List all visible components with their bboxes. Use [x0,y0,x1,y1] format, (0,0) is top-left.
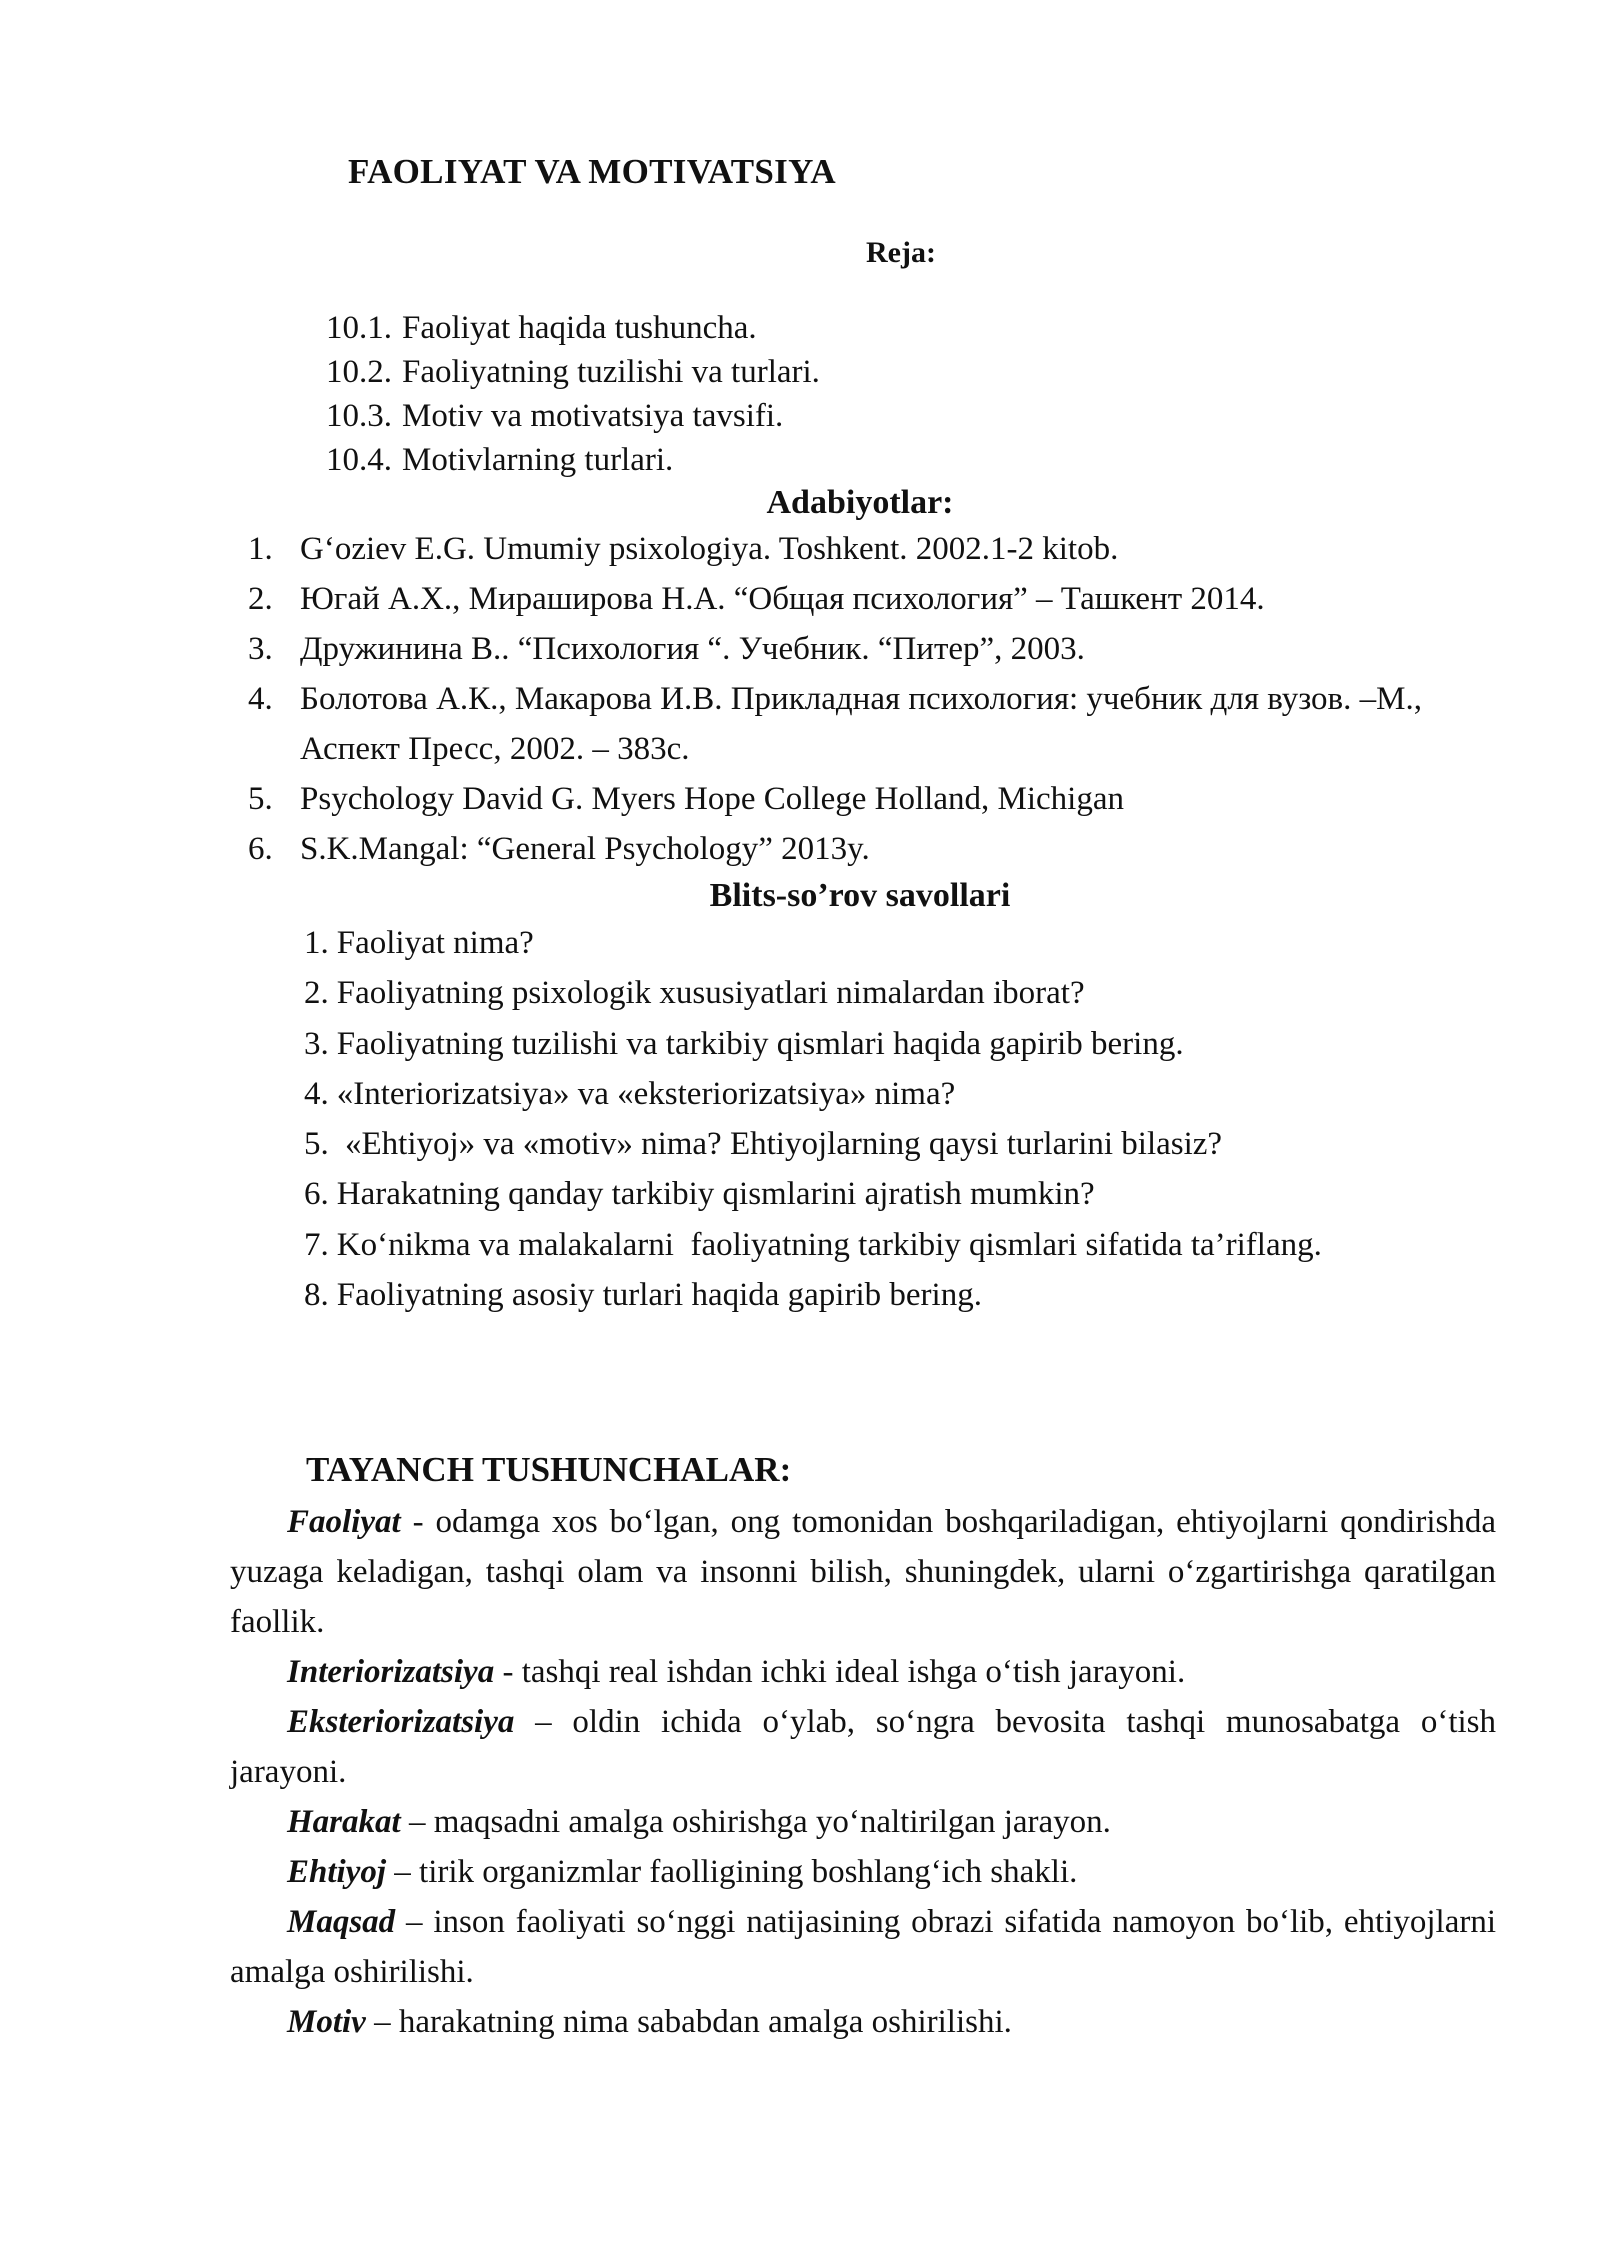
definition-term: Eksteriorizatsiya [287,1704,515,1740]
questions-heading: Blits-so’rov savollari [709,877,1011,914]
question-item: 5. «Ehtiyoj» va «motiv» nima? Ehtiyojlarning qaysi turlarini bilasiz? [304,1126,1223,1163]
definition-term: Ehtiyoj [287,1854,387,1890]
reference-item: 2. Югай А.Х., Мирашировa Н.А. “Общая психология” – Ташкент 2014. [248,581,1265,617]
definition-text: - tashqi real ishdan ichki ideal ishga o‘tish jarayoni. [494,1654,1186,1690]
references-list [248,524,1518,874]
reference-item: 1. G‘oziev E.G. Umumiy psixologiya. Toshkent. 2002.1-2 kitob. [248,531,1119,567]
reference-item: 3. Дружинина В.. “Психология “. Учебник. “Питер”, 2003. [248,631,1085,667]
definition-paragraph [230,1497,1496,1647]
definition-text: – harakatning nima sababdan amalga oshirilishi. [365,2004,1012,2040]
document-title: FAOLIYAT VA MOTIVATSIYA [348,152,837,191]
definition-paragraph [230,1847,1496,1897]
definition-paragraph [230,1797,1496,1847]
reference-item: 4. Болотова А.К., Макарова И.В. Прикладная психология: учебник для вузов. –М., Аспект Пресс, 2002. – 383с. [248,681,1422,767]
definition-term: Maqsad [287,1904,396,1940]
question-item: 7. Ko‘nikma va malakalarni faoliyatning tarkibiy qismlari sifatida ta’riflang. [304,1226,1322,1263]
definition-paragraph [230,1997,1496,2047]
plan-item: 10.2. Faoliyatning tuzilishi va turlari. [326,354,820,390]
definition-term: Motiv [287,2004,366,2040]
questions-list [304,918,1322,1320]
definition-paragraph [230,1647,1496,1697]
reference-item: 6. S.K.Mangal: “General Psychology” 2013y. [248,831,870,867]
definition-paragraph [230,1897,1496,1997]
definition-text: – maqsadni amalga oshirishga yo‘naltirilgan jarayon. [400,1804,1111,1840]
question-item: 2. Faoliyatning psixologik xususiyatlari nimalardan iborat? [304,975,1085,1012]
definition-term: Faoliyat [287,1504,401,1540]
question-item: 1. Faoliyat nima? [304,925,534,961]
key-concepts-heading: TAYANCH TUSHUNCHALAR: [306,1450,792,1489]
question-item: 4. «Interiorizatsiya» va «eksteriorizatsiya» nima? [304,1075,956,1112]
references-heading: Adabiyotlar: [766,484,954,521]
definition-term: Interiorizatsiya [287,1654,495,1690]
definitions-block [230,1497,1496,2047]
definition-term: Harakat [287,1804,401,1840]
definition-text: – tirik organizmlar faolligining boshlang‘ich shakli. [386,1854,1078,1890]
question-item: 6. Harakatning qanday tarkibiy qismlarini ajratish mumkin? [304,1176,1095,1213]
question-item: 3. Faoliyatning tuzilishi va tarkibiy qismlari haqida gapirib bering. [304,1025,1184,1062]
plan-item: 10.1. Faoliyat haqida tushuncha. [326,310,757,346]
definition-text: - odamga xos bo‘lgan, ong tomonidan boshqariladigan, ehtiyojlarni qondirishda yuzaga keladigan, tashqi olam va insonni bilish, shuningdek, ularni o‘zgartirishga qaratilgan faollik. [230,1504,1496,1640]
definition-text: – inson faoliyati so‘nggi natijasining obrazi sifatida namoyon bo‘lib, ehtiyojlarni amalga oshirilishi. [230,1904,1496,1990]
plan-list [326,306,820,482]
plan-item: 10.3. Motiv va motivatsiya tavsifi. [326,398,784,434]
question-item: 8. Faoliyatning asosiy turlari haqida gapirib bering. [304,1277,982,1314]
definition-paragraph [230,1697,1496,1797]
reference-item: 5. Psychology David G. Myers Hope College Holland, Michigan [248,781,1124,817]
definition-text: – oldin ichida o‘ylab, so‘ngra bevosita tashqi munosabatga o‘tish jarayoni. [230,1704,1496,1790]
plan-label: Reja: [866,236,936,269]
plan-item: 10.4. Motivlarning turlari. [326,442,674,478]
